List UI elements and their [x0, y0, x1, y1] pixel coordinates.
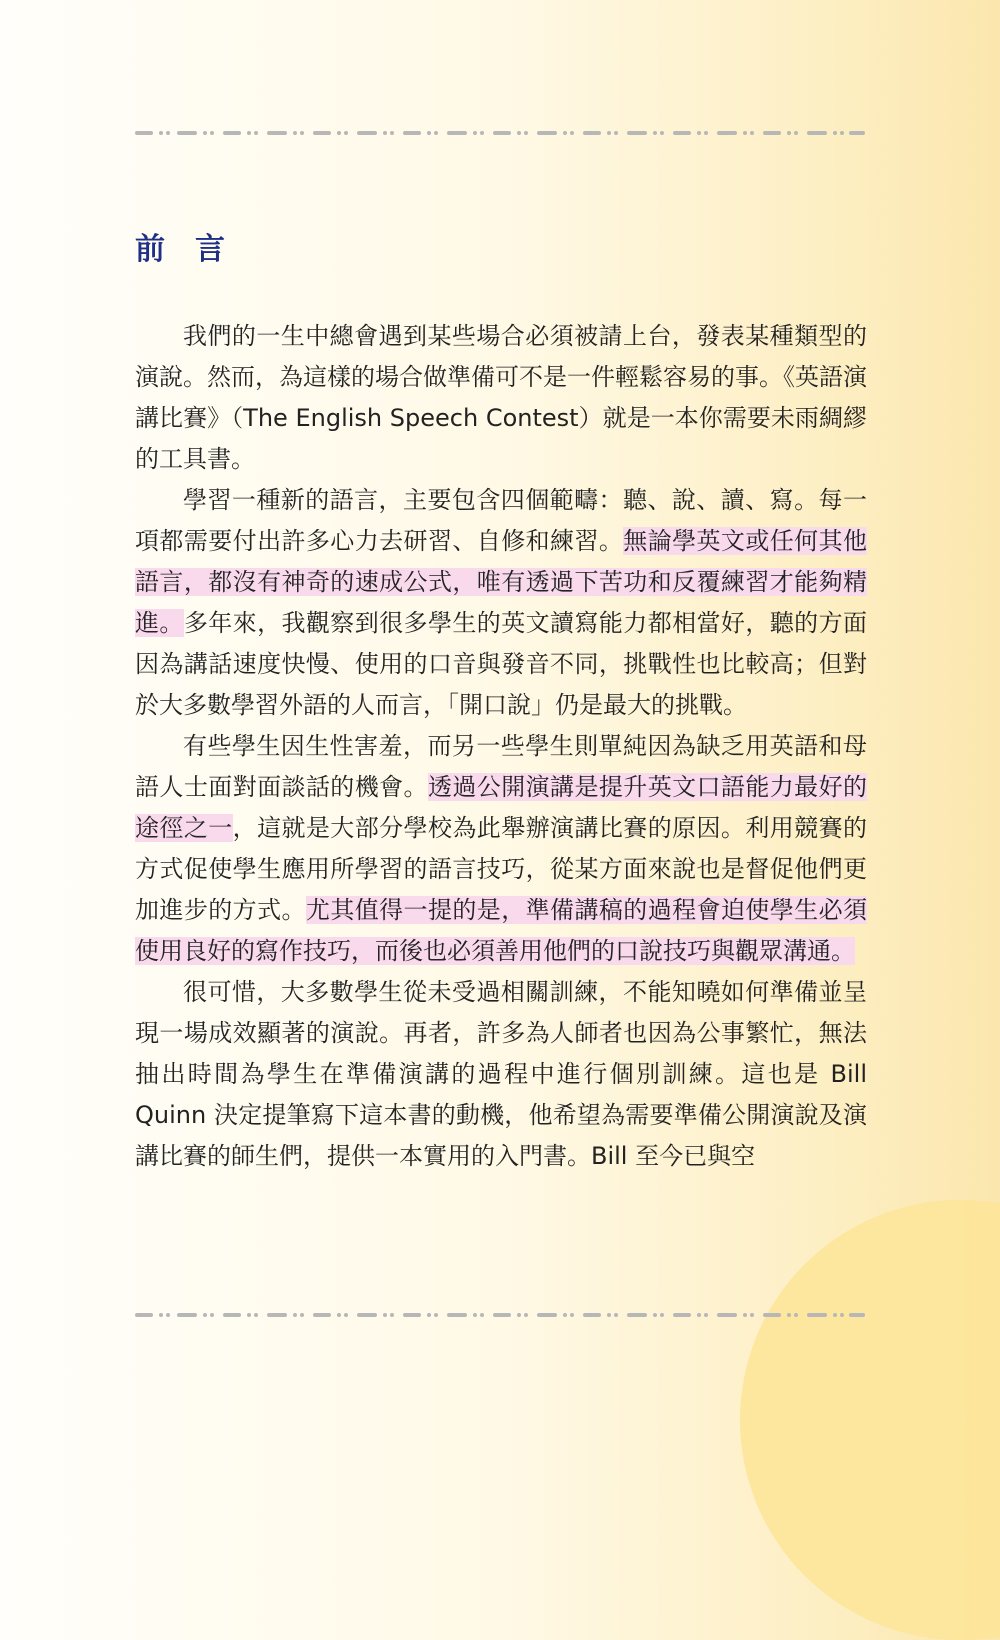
page-title: 前言: [135, 232, 255, 267]
highlighted-text: 透過公開演講是提升英文口語能力最好的途徑之一: [135, 773, 868, 842]
body-text: [135, 316, 867, 1177]
paragraph-4: 很可惜，大多數學生從未受過相關訓練，不能知曉如何準備並呈現一場成效顯著的演說。再者，許多為人師者也因為公事繁忙，無法抽出時間為學生在準備演講的過程中進行個別訓練。這也是 Bill Quinn 決定提筆寫下這本書的動機，他希望為需要準備公開演說及演講比賽的師生們，提供一本實用的入門書。Bill 至今已與空: [135, 978, 867, 1170]
paragraph-2: 學習一種新的語言，主要包含四個範疇：聽、說、讀、寫。每一項都需要付出許多心力去研習、自修和練習。無論學英文或任何其他語言，都沒有神奇的速成公式，唯有透過下苦功和反覆練習才能夠精進。多年來，我觀察到很多學生的英文讀寫能力都相當好，聽的方面因為講話速度快慢、使用的口音與發音不同，挑戰性也比較高；但對於大多數學習外語的人而言，「開口說」仍是最大的挑戰。: [135, 486, 868, 719]
bottom-dashed-divider: [135, 1310, 865, 1320]
highlighted-text: 無論學英文或任何其他語言，都沒有神奇的速成公式，唯有透過下苦功和反覆練習才能夠精進。: [135, 527, 868, 637]
paragraph-1: 我們的一生中總會遇到某些場合必須被請上台，發表某種類型的演說。然而，為這樣的場合做準備可不是一件輕鬆容易的事。《英語演講比賽》（The English Speech Contest）就是一本你需要未雨綢繆的工具書。: [135, 322, 867, 473]
paragraph-3: 有些學生因生性害羞，而另一些學生則單純因為缺乏用英語和母語人士面對面談話的機會。透過公開演講是提升英文口語能力最好的途徑之一，這就是大部分學校為此舉辦演講比賽的原因。利用競賽的方式促使學生應用所學習的語言技巧，從某方面來說也是督促他們更加進步的方式。尤其值得一提的是，準備講稿的過程會迫使學生必須使用良好的寫作技巧，而後也必須善用他們的口說技巧與觀眾溝通。: [135, 732, 868, 965]
highlighted-text: 尤其值得一提的是，準備講稿的過程會迫使學生必須使用良好的寫作技巧，而後也必須善用他們的口說技巧與觀眾溝通。: [135, 896, 868, 965]
decorative-circle: [740, 1200, 1000, 1640]
top-dashed-divider: [135, 128, 865, 138]
